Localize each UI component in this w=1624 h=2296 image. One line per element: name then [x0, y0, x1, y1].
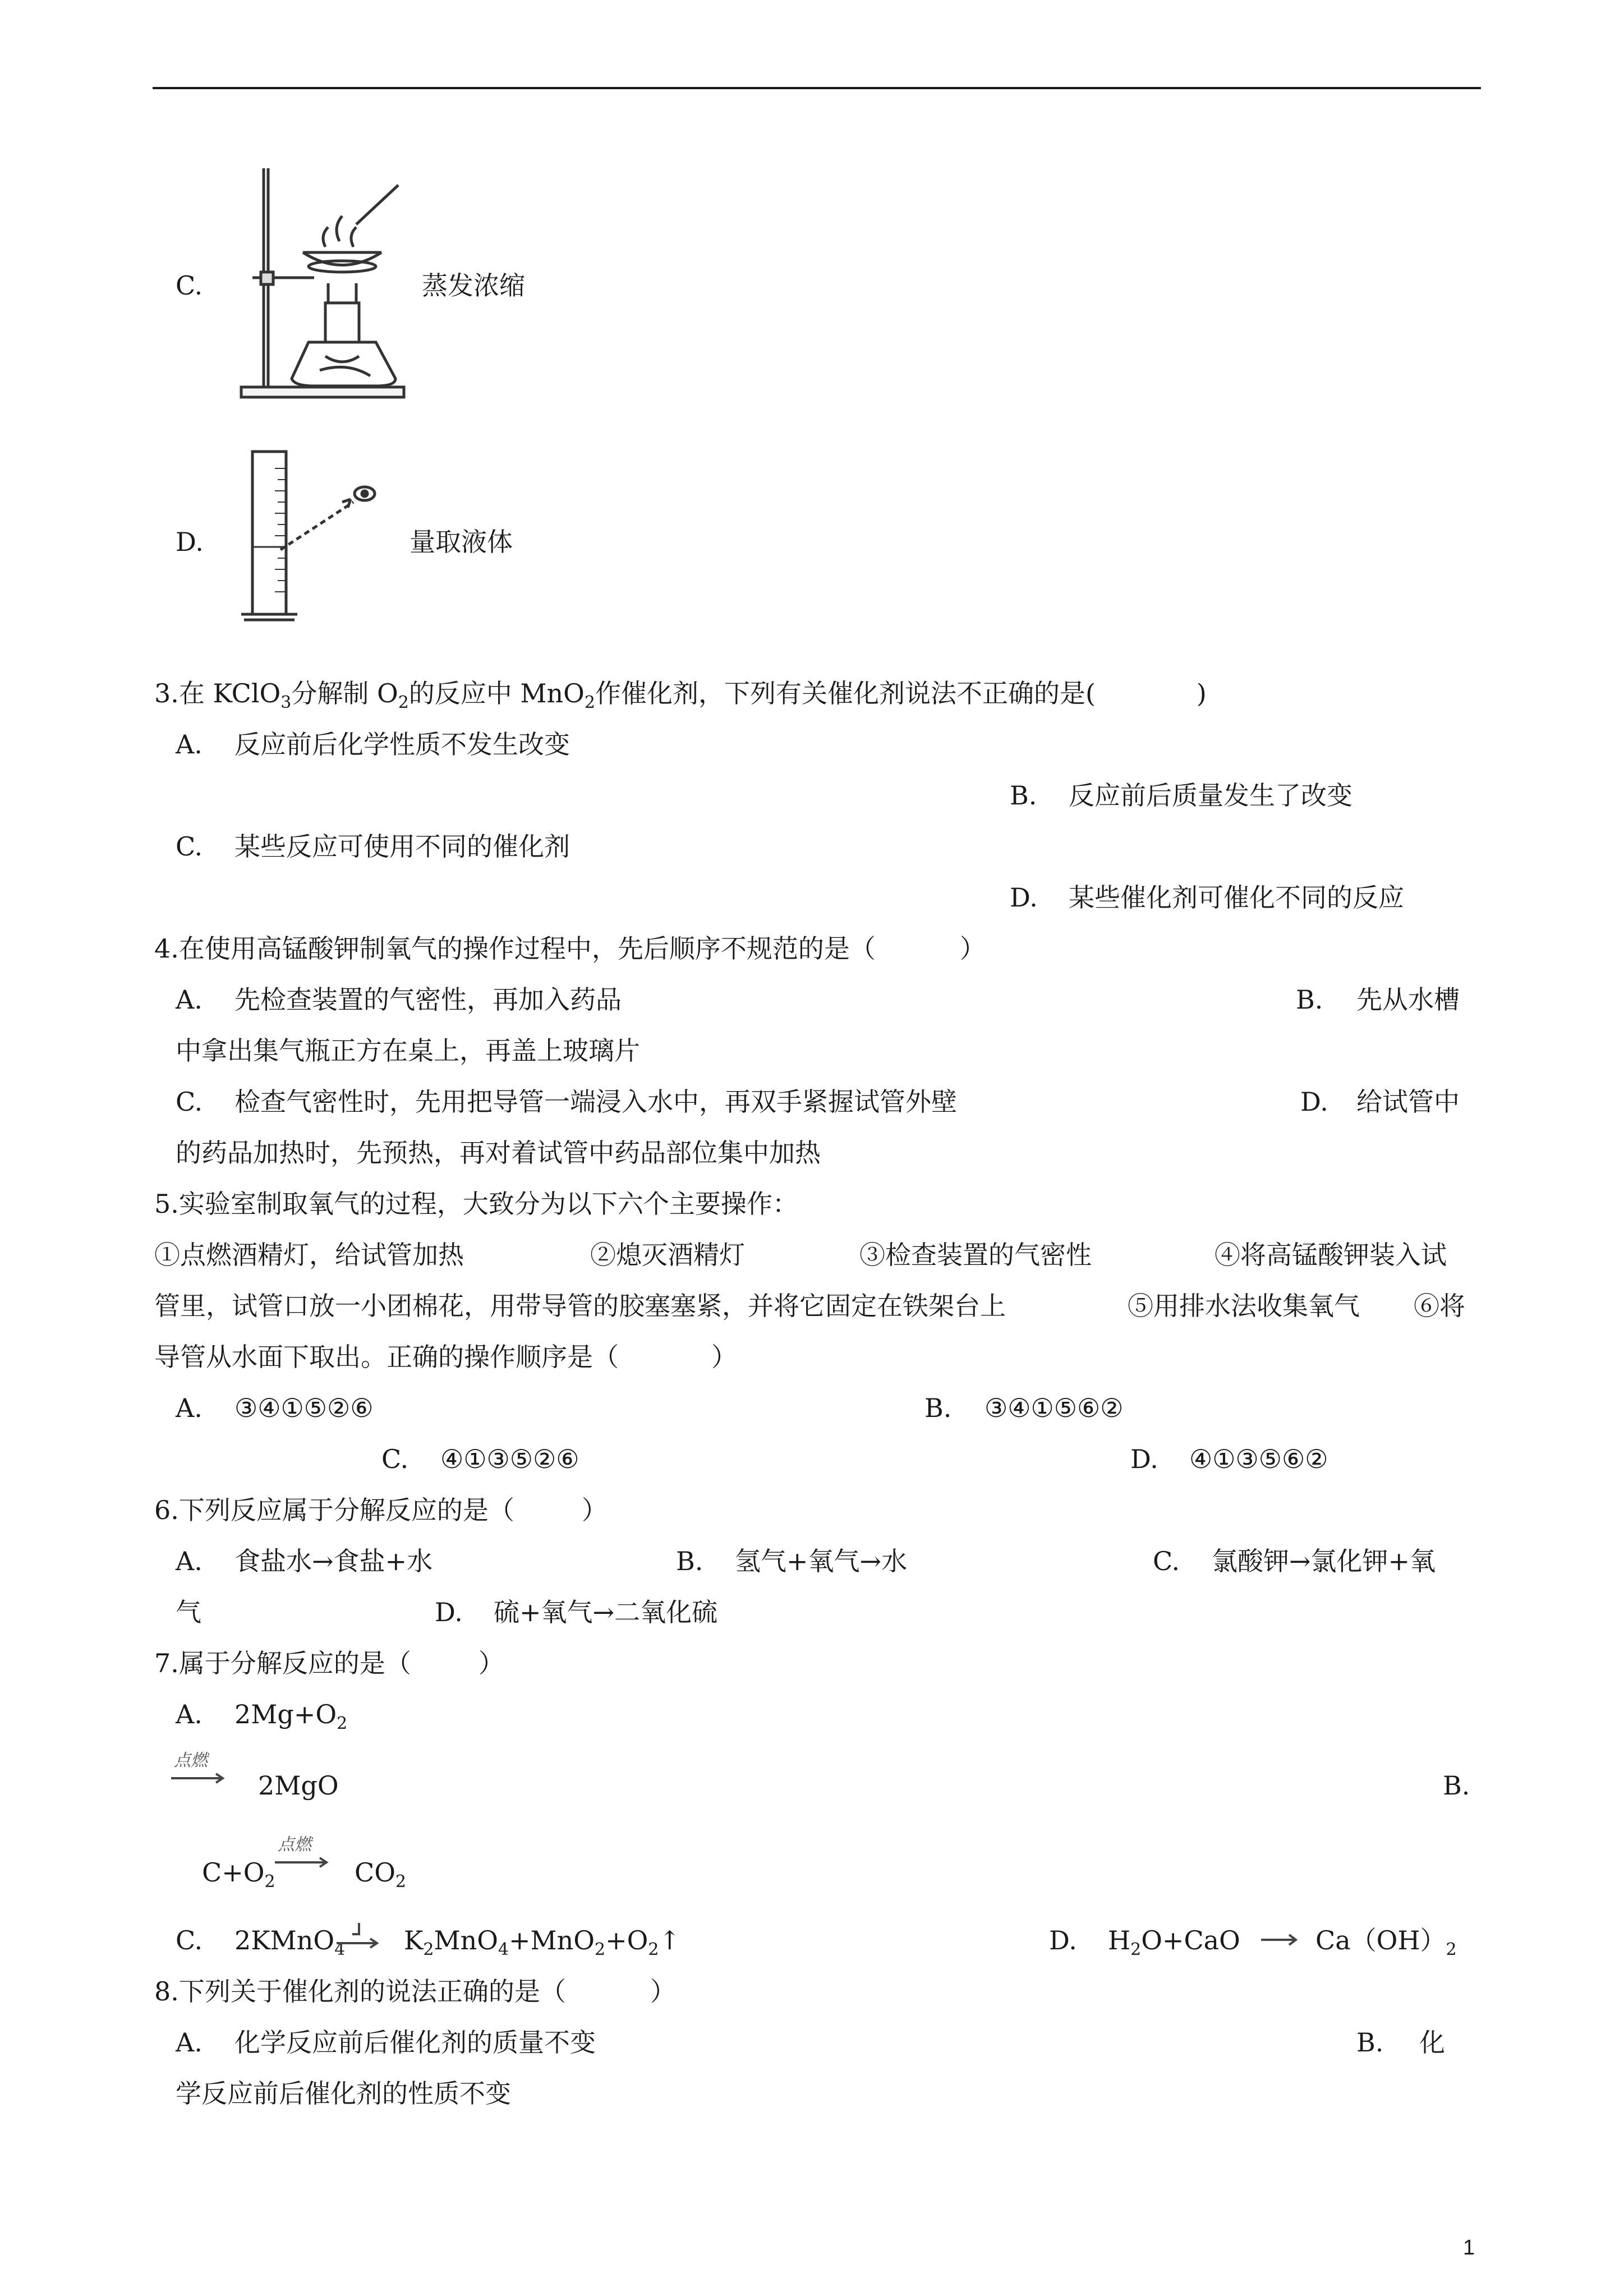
q7-a-product: 2MgO	[258, 1770, 339, 1801]
q2-option-d-letter: D.	[176, 527, 204, 557]
q5-stem: 5.实验室制取氧气的过程，大致分为以下六个主要操作：	[154, 1189, 798, 1219]
q7-a-reactants: $2Mg+O_2$	[234, 1699, 348, 1733]
reaction-arrow-icon	[1261, 1932, 1306, 1949]
q3-d-letter: D.	[1010, 882, 1038, 913]
q4-b-text: 先从水槽	[1356, 984, 1460, 1015]
q3-c-letter: C.	[176, 831, 203, 862]
q5-step-1: ①点燃酒精灯，给试管加热	[154, 1240, 464, 1270]
q6-c-text-cont: 气	[176, 1597, 201, 1627]
q4-stem: 4.在使用高锰酸钾制氧气的操作过程中，先后顺序不规范的是（ ）	[154, 933, 986, 964]
q5-step-6-cont: 导管从水面下取出。正确的操作顺序是（ ）	[154, 1342, 737, 1372]
q4-d-text: 给试管中	[1356, 1087, 1460, 1117]
q5-c-text: ④①③⑤②⑥	[440, 1444, 579, 1474]
q7-b-reactants: $C+O_2$	[202, 1857, 275, 1892]
q7-a-arrow-label: 点燃	[174, 1751, 208, 1770]
q3-stem: 3.在 KClO$_3$分解制 $O_2$的反应中 MnO$_2$作催化剂，下列有关催化剂说法不正确的是( )	[154, 678, 1207, 712]
page-number: 1	[1463, 2236, 1475, 2260]
q6-d-letter: D.	[435, 1597, 463, 1627]
q8-b-text-cont: 学反应前后催化剂的性质不变	[176, 2078, 511, 2109]
q3-b-text: 反应前后质量发生了改变	[1069, 780, 1352, 811]
q5-step-3: ③检查装置的气密性	[859, 1240, 1092, 1270]
q8-a-text: 化学反应前后催化剂的质量不变	[234, 2027, 596, 2058]
q8-stem: 8.下列关于催化剂的说法正确的是（ ）	[154, 1976, 676, 2007]
q5-step-4-cont: 管里，试管口放一小团棉花，用带导管的胶塞塞紧，并将它固定在铁架台上	[154, 1291, 1006, 1321]
q3-d-text: 某些催化剂可催化不同的反应	[1069, 882, 1404, 913]
q7-d-product: $Ca(OH)_2$	[1315, 1925, 1457, 1959]
q5-c-letter: C.	[381, 1444, 409, 1474]
q7-stem: 7.属于分解反应的是（ ）	[154, 1648, 504, 1678]
q5-step-6: ⑥将	[1414, 1291, 1465, 1321]
q8-a-letter: A.	[176, 2027, 203, 2058]
q3-b-letter: B.	[1010, 780, 1037, 811]
reaction-arrow-icon	[275, 1857, 331, 1879]
q4-d-letter: D.	[1300, 1087, 1328, 1117]
q7-b-arrow-label: 点燃	[278, 1835, 311, 1855]
heat-arrow-icon	[337, 1920, 381, 1953]
q6-a-letter: A.	[176, 1546, 203, 1576]
q7-d-letter: D.	[1049, 1925, 1077, 1955]
q4-c-text: 检查气密性时，先用把导管一端浸入水中，再双手紧握试管外壁	[234, 1087, 957, 1117]
q7-d-reactants: $H_2O+CaO$	[1108, 1925, 1240, 1959]
q6-d-text: 硫+氧气→二氧化硫	[494, 1597, 718, 1627]
q7-c-products: $K_2MnO_4+MnO_2+O_2↑$	[404, 1925, 680, 1959]
q8-b-letter: B.	[1356, 2027, 1384, 2058]
q5-d-text: ④①③⑤⑥②	[1189, 1444, 1328, 1474]
q4-b-text-cont: 中拿出集气瓶正方在桌上，再盖上玻璃片	[176, 1036, 640, 1066]
reaction-arrow-icon	[171, 1773, 227, 1795]
q5-a-text: ③④①⑤②⑥	[234, 1393, 374, 1423]
evaporation-apparatus-figure	[230, 163, 410, 404]
q5-d-letter: D.	[1130, 1444, 1158, 1474]
q7-c-reactants: 2KMnO$_4$	[234, 1925, 346, 1959]
q4-d-text-cont: 的药品加热时，先预热，再对着试管中药品部位集中加热	[176, 1138, 821, 1168]
q7-c-letter: C.	[176, 1925, 203, 1955]
q6-c-letter: C.	[1153, 1546, 1180, 1576]
q6-stem: 6.下列反应属于分解反应的是（ ）	[154, 1495, 608, 1525]
header-rule	[153, 87, 1481, 89]
q6-a-text: 食盐水→食盐+水	[234, 1546, 433, 1576]
q7-b-letter: B.	[1443, 1770, 1470, 1801]
q7-a-letter: A.	[176, 1699, 203, 1729]
q2-option-c-text: 蒸发浓缩	[422, 270, 525, 301]
q3-a-letter: A.	[176, 729, 203, 760]
q5-step-4: ④将高锰酸钾装入试	[1214, 1240, 1447, 1270]
q5-step-5: ⑤用排水法收集氧气	[1128, 1291, 1360, 1321]
q5-b-letter: B.	[924, 1393, 952, 1423]
q3-a-text: 反应前后化学性质不发生改变	[234, 729, 570, 760]
q6-b-text: 氢气+氧气→水	[735, 1546, 908, 1576]
q4-c-letter: C.	[176, 1087, 203, 1117]
q3-c-text: 某些反应可使用不同的催化剂	[234, 831, 570, 862]
q4-b-letter: B.	[1296, 984, 1323, 1015]
q7-b-product: $CO_2$	[355, 1857, 407, 1892]
q2-option-c-letter: C.	[176, 270, 203, 301]
q4-a-letter: A.	[176, 984, 203, 1015]
q5-step-2: ②熄灭酒精灯	[590, 1240, 745, 1270]
q2-option-d-text: 量取液体	[410, 527, 513, 557]
q6-b-letter: B.	[676, 1546, 703, 1576]
q5-b-text: ③④①⑤⑥②	[984, 1393, 1124, 1423]
q8-b-text: 化	[1419, 2027, 1445, 2058]
q6-c-text: 氯酸钾→氯化钾+氧	[1212, 1546, 1436, 1576]
q5-a-letter: A.	[176, 1393, 203, 1423]
measuring-cylinder-figure	[230, 446, 387, 625]
q4-a-text: 先检查装置的气密性，再加入药品	[234, 984, 622, 1015]
